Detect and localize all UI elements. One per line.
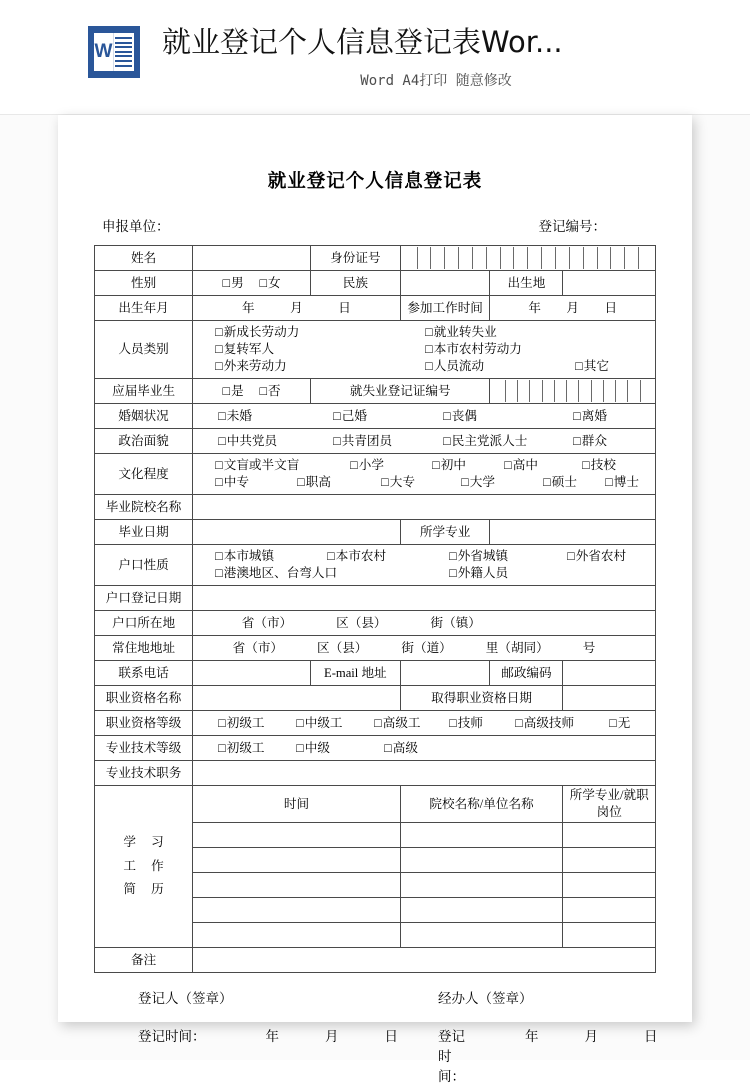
- label-hukou-date: 户口登记日期: [95, 586, 193, 611]
- field-gender-options[interactable]: [193, 271, 311, 296]
- table-row-person-type: [95, 321, 656, 379]
- checkbox-democratic-party[interactable]: □ 民主党派人士: [443, 433, 573, 450]
- checkbox-master[interactable]: □ 硕士: [543, 474, 605, 491]
- history-label-line-3: 简 历: [123, 882, 170, 897]
- label-residence-address: 常住地地址: [95, 636, 193, 661]
- field-birthplace-value[interactable]: [563, 271, 656, 296]
- history-cell-major-post[interactable]: [563, 898, 656, 923]
- label-unemployment-cert-number: 就失业登记证编号: [310, 379, 490, 404]
- checkbox-university[interactable]: □ 大学: [461, 474, 543, 491]
- checkbox-voc-technician[interactable]: □ 技师: [449, 715, 515, 732]
- history-label-lines: [98, 831, 189, 903]
- address-number: 号: [582, 640, 596, 655]
- address-province: 省（市）: [232, 640, 283, 655]
- applicant-unit-label: 申报单位：: [102, 219, 170, 234]
- label-graduation-date: 毕业日期: [95, 520, 193, 545]
- work-year: 年: [528, 300, 541, 315]
- field-work-start-value[interactable]: [490, 296, 656, 321]
- field-marital-options[interactable]: [193, 404, 656, 429]
- personal-information-table: [94, 245, 656, 973]
- registrant-date-block: [138, 1025, 438, 1085]
- label-political-status: 政治面貌: [95, 429, 193, 454]
- table-row-gender: [95, 271, 656, 296]
- header-text-block: [162, 24, 750, 90]
- checkbox-masses[interactable]: □ 群众: [573, 433, 607, 450]
- birth-ymd: [196, 300, 397, 317]
- checkbox-voc-junior[interactable]: □ 初级工: [218, 715, 296, 732]
- checkbox-senior-high[interactable]: □ 高中: [504, 457, 582, 474]
- history-cell-major-post[interactable]: [563, 873, 656, 898]
- work-ymd: [493, 300, 652, 317]
- checkbox-veteran[interactable]: □ 复转军人: [215, 341, 425, 358]
- label-study-work-history: [95, 786, 193, 948]
- field-vocational-level-options[interactable]: [193, 711, 656, 736]
- checkbox-league-member[interactable]: □ 共青团员: [333, 433, 443, 450]
- field-remark-value[interactable]: [193, 948, 656, 973]
- checkbox-primary-school[interactable]: □ 小学: [350, 457, 432, 474]
- document-page: [58, 115, 692, 1084]
- label-major: 所学专业: [400, 520, 490, 545]
- history-cell-institution[interactable]: [400, 898, 563, 923]
- handler-date-month: 月: [584, 1029, 598, 1044]
- label-name: 姓名: [95, 246, 193, 271]
- field-hukou-date-value[interactable]: [193, 586, 656, 611]
- handler-date-year: 年: [525, 1029, 539, 1044]
- field-birth-date-value[interactable]: [193, 296, 401, 321]
- table-row-name: [95, 246, 656, 271]
- checkbox-illiterate[interactable]: □ 文盲或半文盲: [215, 457, 350, 474]
- field-unemployment-cert-cells[interactable]: [490, 379, 656, 404]
- checkbox-gender-female[interactable]: □ 女: [259, 276, 280, 290]
- field-fresh-graduate-options[interactable]: [193, 379, 311, 404]
- history-cell-time[interactable]: [193, 848, 401, 873]
- table-row-residence-address: [95, 636, 656, 661]
- table-row-contact: [95, 661, 656, 686]
- label-education-level: 文化程度: [95, 454, 193, 495]
- field-hukou-place-value[interactable]: [193, 611, 656, 636]
- checkbox-voc-senior[interactable]: □ 高级工: [374, 715, 449, 732]
- checkbox-divorced[interactable]: □ 离婚: [573, 408, 607, 425]
- hukou-place-parts: [196, 615, 652, 632]
- field-id-number-cells[interactable]: [400, 246, 655, 271]
- history-header-institution: 院校名称/单位名称: [400, 786, 563, 823]
- checkbox-doctor[interactable]: □ 博士: [605, 474, 639, 491]
- field-contact-phone-value[interactable]: [193, 661, 311, 686]
- field-graduation-date-value[interactable]: [193, 520, 401, 545]
- form-meta-row: [94, 215, 656, 235]
- checkbox-technical-school[interactable]: □ 技校: [582, 457, 616, 474]
- label-vocational-name: 职业资格名称: [95, 686, 193, 711]
- label-marital-status: 婚姻状况: [95, 404, 193, 429]
- field-ethnicity-value[interactable]: [400, 271, 490, 296]
- checkbox-local-rural-labor[interactable]: □ 本市农村劳动力: [425, 341, 522, 358]
- work-month: 月: [566, 300, 580, 315]
- history-header-time: 时间: [193, 786, 401, 823]
- label-vocational-level: 职业资格等级: [95, 711, 193, 736]
- birth-month: 月: [290, 300, 303, 315]
- table-row-hukou-type: [95, 545, 656, 586]
- registrant-date-month: 月: [325, 1029, 339, 1044]
- history-cell-institution[interactable]: [400, 873, 563, 898]
- history-cell-institution[interactable]: [400, 923, 563, 948]
- table-row-school-name: [95, 495, 656, 520]
- signature-dates-row: [138, 1025, 658, 1085]
- hukou-place-province: 省（市）: [241, 615, 293, 630]
- label-vocational-date: 取得职业资格日期: [400, 686, 563, 711]
- registrant-date-label: 登记时间：: [138, 1029, 206, 1044]
- label-ethnicity: 民族: [310, 271, 400, 296]
- registrant-date-year: 年: [265, 1029, 279, 1044]
- history-cell-major-post[interactable]: [563, 923, 656, 948]
- table-row-fresh-graduate: [95, 379, 656, 404]
- table-row-hukou-place: [95, 611, 656, 636]
- checkbox-voc-senior-technician[interactable]: □ 高级技师: [515, 715, 609, 732]
- hukou-type-line-2: [193, 565, 655, 582]
- field-email-value[interactable]: [400, 661, 490, 686]
- label-id-number: 身份证号: [310, 246, 400, 271]
- field-residence-address-value[interactable]: [193, 636, 656, 661]
- label-hukou-type: 户口性质: [95, 545, 193, 586]
- label-person-type: 人员类别: [95, 321, 193, 379]
- label-technical-post: 专业技术职务: [95, 761, 193, 786]
- person-type-line-1: [193, 324, 655, 341]
- birth-day: 日: [338, 300, 351, 315]
- table-row-graduation-date: [95, 520, 656, 545]
- checkbox-tech-senior[interactable]: □ 高级: [384, 740, 418, 757]
- history-cell-time[interactable]: [193, 823, 401, 848]
- table-row-remark: [95, 948, 656, 973]
- meta-spacer: [170, 215, 539, 235]
- checkbox-vocational-high[interactable]: □ 职高: [297, 474, 381, 491]
- checkbox-cpc-member[interactable]: □ 中共党员: [218, 433, 333, 450]
- table-row-technical-post: [95, 761, 656, 786]
- signature-names-row: [138, 987, 612, 1007]
- marital-options-line: [196, 408, 652, 425]
- checkbox-other[interactable]: □ 其它: [575, 358, 609, 375]
- table-row-vocational-name: [95, 686, 656, 711]
- table-row-political-status: [95, 429, 656, 454]
- education-line-2: [193, 474, 655, 491]
- person-type-line-2: [193, 341, 655, 358]
- checkbox-fresh-graduate-yes[interactable]: □ 是: [223, 384, 244, 398]
- checkbox-migrant-labor[interactable]: □ 外来劳动力: [215, 358, 425, 375]
- checkbox-gender-male[interactable]: □ 男: [223, 276, 244, 290]
- history-cell-institution[interactable]: [400, 848, 563, 873]
- word-icon-lines: [115, 37, 132, 67]
- handler-date-block: [438, 1025, 658, 1085]
- checkbox-voc-none[interactable]: □ 无: [609, 715, 630, 732]
- checkbox-junior-college[interactable]: □ 大专: [381, 474, 461, 491]
- label-birth-date: 出生年月: [95, 296, 193, 321]
- registrant-date-day: 日: [384, 1029, 398, 1044]
- checkbox-tech-intermediate[interactable]: □ 中级: [296, 740, 384, 757]
- table-row-marital-status: [95, 404, 656, 429]
- hukou-type-line-1: [193, 548, 655, 565]
- registrant-date-inline: [138, 1025, 398, 1045]
- checkbox-hk-macau-taiwan[interactable]: □ 港澳地区、台弯人口: [215, 565, 449, 582]
- field-technical-level-options[interactable]: [193, 736, 656, 761]
- word-document-icon: [88, 26, 140, 78]
- site-header: [0, 0, 750, 115]
- table-row-hukou-date: [95, 586, 656, 611]
- address-street: 街（道）: [401, 640, 452, 655]
- birth-year: 年: [242, 300, 255, 315]
- table-row-vocational-level: [95, 711, 656, 736]
- label-technical-level: 专业技术等级: [95, 736, 193, 761]
- checkbox-foreign-national[interactable]: □ 外籍人员: [449, 565, 508, 582]
- field-major-value[interactable]: [490, 520, 656, 545]
- field-person-type-options[interactable]: [193, 321, 656, 379]
- field-technical-post-value[interactable]: [193, 761, 656, 786]
- history-cell-major-post[interactable]: [563, 848, 656, 873]
- document-preview-area: [0, 115, 750, 1084]
- field-hukou-type-options[interactable]: [193, 545, 656, 586]
- handler-signature-label: 经办人（签章）: [438, 991, 533, 1006]
- checkbox-voc-intermediate[interactable]: □ 中级工: [296, 715, 374, 732]
- label-gender: 性别: [95, 271, 193, 296]
- history-cell-time[interactable]: [193, 873, 401, 898]
- field-vocational-date-value[interactable]: [563, 686, 656, 711]
- history-label-line-2: 工 作: [123, 858, 170, 873]
- checkbox-secondary-specialized[interactable]: □ 中专: [215, 474, 297, 491]
- label-remark: 备注: [95, 948, 193, 973]
- field-name-value[interactable]: [193, 246, 311, 271]
- label-birthplace: 出生地: [490, 271, 563, 296]
- checkbox-widowed[interactable]: □ 丧偶: [443, 408, 573, 425]
- table-row-history-header: [95, 786, 656, 823]
- label-work-start-time: 参加工作时间: [400, 296, 490, 321]
- checkbox-personnel-mobility[interactable]: □ 人员流动: [425, 358, 575, 375]
- checkbox-other-province-rural[interactable]: □ 外省农村: [567, 548, 626, 565]
- label-school-name: 毕业院校名称: [95, 495, 193, 520]
- hukou-place-street: 街（镇）: [430, 615, 481, 630]
- education-line-1: [193, 457, 655, 474]
- handler-date-day: 日: [644, 1029, 658, 1044]
- vocational-level-line: [196, 715, 652, 732]
- registrant-signature-label: 登记人（签章）: [138, 991, 233, 1006]
- page-subtitle: Word A4打印 随意修改: [360, 73, 512, 89]
- checkbox-junior-high[interactable]: □ 初中: [432, 457, 504, 474]
- label-email: E-mail 地址: [310, 661, 400, 686]
- work-day: 日: [604, 300, 618, 315]
- checkbox-local-rural[interactable]: □ 本市农村: [327, 548, 449, 565]
- history-cell-major-post[interactable]: [563, 823, 656, 848]
- table-row-technical-level: [95, 736, 656, 761]
- history-cell-institution[interactable]: [400, 823, 563, 848]
- table-row-education-level: [95, 454, 656, 495]
- page-title: 就业登记个人信息登记表Wor...: [162, 25, 563, 59]
- id-number-grid: [404, 247, 652, 269]
- header-inner: [0, 0, 750, 90]
- word-icon-letter: W: [94, 41, 113, 62]
- label-contact-phone: 联系电话: [95, 661, 193, 686]
- political-options-line: [196, 433, 652, 450]
- unemployment-cert-grid: [493, 380, 652, 402]
- checkbox-married[interactable]: □ 己婚: [333, 408, 443, 425]
- history-cell-time[interactable]: [193, 923, 401, 948]
- checkbox-tech-junior[interactable]: □ 初级工: [218, 740, 296, 757]
- table-row-birth-date: [95, 296, 656, 321]
- handler-date-label: 登记时间：: [438, 1029, 465, 1084]
- handler-date-inline: [438, 1025, 658, 1085]
- checkbox-fresh-graduate-no[interactable]: □ 否: [259, 384, 280, 398]
- field-school-name-value[interactable]: [193, 495, 656, 520]
- label-hukou-place: 户口所在地: [95, 611, 193, 636]
- label-fresh-graduate: 应届毕业生: [95, 379, 193, 404]
- person-type-line-3: [193, 358, 655, 375]
- document-body: [58, 115, 692, 1085]
- field-political-options[interactable]: [193, 429, 656, 454]
- history-label-line-1: 学 习: [123, 834, 170, 849]
- hukou-place-district: 区（县）: [336, 615, 387, 630]
- checkbox-new-labor[interactable]: □ 新成长劳动力: [215, 324, 425, 341]
- residence-address-parts: [196, 640, 652, 657]
- history-header-major-post: 所学专业/就职岗位: [563, 786, 656, 823]
- technical-level-line: [196, 740, 652, 757]
- checkbox-employed-to-unemployed[interactable]: □ 就业转失业: [425, 324, 497, 341]
- signature-block: [94, 973, 656, 1085]
- field-vocational-name-value[interactable]: [193, 686, 401, 711]
- registration-number-label: 登记编号：: [538, 219, 606, 234]
- address-district: 区（县）: [317, 640, 368, 655]
- field-education-options[interactable]: [193, 454, 656, 495]
- form-title: 就业登记个人信息登记表: [267, 172, 483, 192]
- checkbox-other-province-urban[interactable]: □ 外省城镇: [449, 548, 567, 565]
- checkbox-local-urban[interactable]: □ 本市城镇: [215, 548, 327, 565]
- address-lane: 里（胡同）: [485, 640, 549, 655]
- label-postcode: 邮政编码: [490, 661, 563, 686]
- history-cell-time[interactable]: [193, 898, 401, 923]
- checkbox-unmarried[interactable]: □ 未婚: [218, 408, 333, 425]
- field-postcode-value[interactable]: [563, 661, 656, 686]
